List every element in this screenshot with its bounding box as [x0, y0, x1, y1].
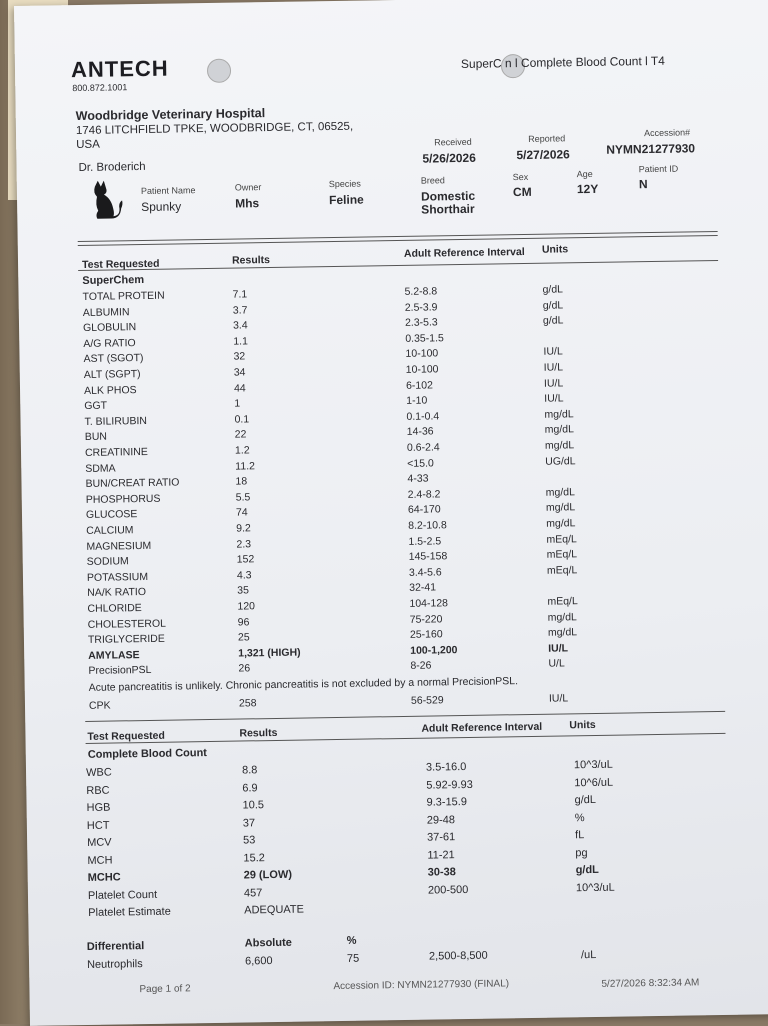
reference-interval: 56-529	[410, 694, 444, 707]
test-unit: UG/dL	[545, 454, 576, 468]
reference-interval: 8.2-10.8	[408, 519, 447, 532]
footer-timestamp: 5/27/2026 8:32:34 AM	[601, 977, 700, 990]
reference-interval: 4-33	[407, 472, 429, 486]
test-unit: IU/L	[548, 642, 569, 655]
reference-interval: 5.2-8.8	[404, 285, 438, 298]
test-name: HCT	[86, 819, 110, 832]
reference-interval: 200-500	[427, 883, 469, 897]
test-result: 35	[237, 584, 249, 597]
owner-label: Owner	[234, 182, 262, 193]
test-name: ALK PHOS	[83, 383, 137, 397]
test-result: 152	[236, 553, 255, 566]
reference-interval: 2.5-3.9	[404, 300, 438, 314]
reference-interval: 1-10	[406, 394, 428, 408]
page-number: Page 1 of 2	[139, 983, 191, 996]
species-value: Feline	[328, 192, 364, 208]
reference-interval: 2.4-8.2	[407, 488, 441, 501]
breed-line1: Domestic	[420, 188, 476, 204]
test-name: T. BILIRUBIN	[84, 414, 148, 428]
reference-interval: 145-158	[408, 550, 448, 564]
reference-interval: 0.6-2.4	[406, 441, 440, 454]
reference-interval: 32-41	[409, 581, 437, 595]
test-result: 8.8	[241, 764, 258, 777]
test-result: 3.4	[232, 319, 248, 332]
percent-label: %	[346, 934, 357, 947]
test-result: 22	[234, 428, 247, 441]
col-header-results: Results	[231, 254, 271, 267]
test-result: 74	[235, 506, 248, 519]
cbc-title: Complete Blood Count	[87, 747, 208, 761]
test-result: 5.5	[235, 491, 251, 504]
reported-date: 5/27/2026	[516, 147, 570, 163]
test-unit: fL	[575, 829, 585, 842]
reference-interval: 29-48	[426, 813, 456, 827]
test-result: 3.7	[232, 303, 248, 317]
test-name: ALT (SGPT)	[83, 368, 141, 381]
test-name: CHLORIDE	[87, 602, 142, 615]
reference-interval: 10-100	[405, 363, 439, 376]
test-name: WBC	[85, 766, 112, 779]
table-row	[89, 691, 649, 715]
reference-interval: 2.3-5.3	[404, 316, 438, 330]
test-unit: mg/dL	[547, 610, 577, 624]
breed-label: Breed	[420, 175, 445, 186]
punch-hole	[207, 59, 231, 83]
lab-report-sheet	[14, 0, 768, 1026]
col-header-test: Test Requested	[81, 257, 160, 271]
breed-line2: Shorthair	[421, 201, 475, 217]
test-unit: mg/dL	[545, 501, 576, 515]
reference-interval: 25-160	[409, 628, 443, 642]
test-name: GLUCOSE	[85, 508, 138, 522]
test-unit: IU/L	[543, 377, 564, 390]
test-result: 34	[233, 366, 246, 379]
test-unit: 10^6/uL	[574, 776, 614, 789]
accession-label: Accession#	[643, 127, 691, 139]
reference-interval: 100-1,200	[410, 643, 458, 657]
test-unit: U/L	[548, 657, 565, 671]
test-result: 6.9	[242, 781, 258, 795]
reference-interval: 10-100	[405, 347, 439, 361]
test-result: 26	[238, 662, 251, 675]
owner-name: Mhs	[235, 196, 260, 211]
test-result: 29 (LOW)	[243, 868, 293, 882]
divider	[86, 733, 726, 744]
age-value: 12Y	[576, 181, 599, 197]
test-unit: g/dL	[574, 793, 597, 807]
hospital-country: USA	[76, 138, 100, 152]
absolute-label: Absolute	[244, 936, 292, 950]
test-name: CPK	[88, 699, 111, 712]
reference-interval: 1.5-2.5	[408, 534, 442, 548]
reference-interval: 75-220	[409, 612, 443, 626]
test-result: 258	[238, 697, 257, 710]
test-unit: mg/dL	[546, 517, 576, 530]
test-name: TOTAL PROTEIN	[82, 289, 165, 303]
received-label: Received	[434, 136, 472, 148]
test-result: 1.1	[233, 335, 248, 348]
reference-interval: 6-102	[405, 379, 433, 392]
reference-interval: 5.92-9.93	[426, 778, 473, 792]
test-name: MAGNESIUM	[86, 539, 152, 553]
test-name: PrecisionPSL	[88, 664, 152, 678]
reference-interval: 8-26	[410, 659, 432, 673]
sex-value: CM	[512, 184, 532, 200]
test-result: 53	[243, 834, 256, 847]
pancreatitis-note: Acute pancreatitis is unlikely. Chronic pancreatitis is not excluded by a normal PrecisionPSL.	[88, 675, 519, 694]
test-unit: mg/dL	[544, 423, 575, 437]
col-header-ref: Adult Reference Interval	[403, 246, 525, 260]
test-result: 10.5	[242, 799, 265, 812]
test-name: CALCIUM	[86, 524, 134, 537]
test-result: 4.3	[236, 569, 252, 582]
test-result: 457	[243, 886, 263, 899]
reference-interval: 0.35-1.5	[405, 332, 444, 345]
reference-interval: 3.4-5.6	[408, 566, 442, 579]
test-name: GGT	[84, 399, 108, 413]
reference-interval: 11-21	[427, 848, 455, 862]
test-result: 7.1	[232, 288, 248, 301]
test-name: BUN	[84, 430, 108, 444]
test-unit: IU/L	[548, 692, 569, 705]
patient-id-value: N	[638, 177, 648, 192]
reference-interval: 9.3-15.9	[426, 795, 468, 809]
test-result: 18	[235, 475, 248, 488]
patient-name: Spunky	[141, 199, 182, 215]
neutrophils-unit: /uL	[580, 948, 597, 962]
col-header-units: Units	[541, 243, 569, 256]
hospital-address: 1746 LITCHFIELD TPKE, WOODBRIDGE, CT, 06525,	[75, 120, 354, 138]
test-unit: mEq/L	[546, 564, 578, 577]
test-name: CHOLESTEROL	[87, 617, 166, 631]
test-result: 32	[233, 350, 246, 363]
test-unit: g/dL	[575, 863, 599, 877]
neutrophils-absolute: 6,600	[244, 955, 273, 968]
test-result: 1.2	[234, 444, 250, 457]
test-unit: 10^3/uL	[575, 881, 615, 894]
species-label: Species	[328, 178, 361, 190]
received-date: 5/26/2026	[422, 150, 476, 166]
reference-interval: 64-170	[407, 503, 441, 517]
neutrophils-label: Neutrophils	[86, 958, 143, 971]
footer-accession: Accession ID: NYMN21277930 (FINAL)	[333, 978, 510, 993]
col-header-test: Test Requested	[87, 729, 165, 743]
test-unit: g/dL	[542, 299, 564, 312]
test-name: ALBUMIN	[82, 305, 130, 319]
reference-interval: 37-61	[427, 831, 456, 844]
test-name: AMYLASE	[88, 648, 140, 662]
hospital-name: Woodbridge Veterinary Hospital	[75, 106, 266, 124]
test-name: MCH	[87, 854, 113, 867]
test-result: 25	[237, 631, 250, 644]
test-name: SDMA	[85, 462, 116, 475]
test-result: ADEQUATE	[244, 903, 305, 917]
test-result: 0.1	[234, 413, 250, 426]
sex-label: Sex	[512, 171, 529, 183]
test-unit: mg/dL	[545, 486, 575, 499]
test-unit: IU/L	[543, 345, 563, 359]
test-name: HGB	[86, 801, 111, 814]
test-name: NA/K RATIO	[87, 586, 147, 600]
test-name: GLOBULIN	[82, 321, 137, 335]
superchem-title: SuperChem	[82, 273, 145, 287]
test-name: POTASSIUM	[86, 570, 149, 584]
patient-name-label: Patient Name	[140, 185, 196, 197]
test-result: 96	[237, 615, 250, 629]
col-header-ref: Adult Reference Interval	[421, 720, 543, 735]
test-unit: %	[574, 811, 585, 824]
test-result: 11.2	[235, 459, 256, 473]
lab-phone: 800.872.1001	[72, 82, 128, 94]
test-name: MCV	[87, 836, 112, 849]
reported-label: Reported	[528, 133, 566, 144]
reference-interval: 104-128	[409, 597, 449, 610]
test-unit: mg/dL	[544, 408, 574, 421]
test-result: 37	[242, 816, 256, 830]
col-header-results: Results	[239, 726, 278, 740]
test-result: 1,321 (HIGH)	[238, 646, 301, 660]
test-unit: g/dL	[542, 314, 564, 327]
neutrophils-ref: 2,500-8,500	[428, 949, 488, 963]
reference-interval: 3.5-16.0	[425, 760, 467, 774]
test-name: A/G RATIO	[83, 336, 136, 350]
reference-interval: <15.0	[407, 457, 434, 470]
test-name: TRIGLYCERIDE	[87, 632, 165, 647]
test-unit: IU/L	[544, 392, 564, 405]
test-unit: mg/dL	[547, 626, 578, 639]
doctor-name: Dr. Broderich	[78, 160, 146, 175]
test-result: 2.3	[236, 537, 252, 551]
test-unit: 10^3/uL	[573, 758, 613, 772]
age-label: Age	[576, 168, 593, 180]
test-unit: mEq/L	[546, 532, 577, 546]
test-unit: pg	[575, 846, 588, 859]
test-name: CREATININE	[84, 445, 148, 459]
differential-title: Differential	[86, 940, 145, 953]
test-name: BUN/CREAT RATIO	[85, 476, 180, 491]
reference-interval: 14-36	[406, 425, 434, 439]
test-unit: mEq/L	[546, 548, 578, 561]
test-name: PHOSPHORUS	[85, 492, 161, 506]
test-unit: g/dL	[542, 283, 564, 296]
cat-icon	[89, 180, 124, 221]
test-result: 1	[234, 397, 241, 410]
accession-number: NYMN21277930	[606, 141, 696, 157]
neutrophils-percent: 75	[346, 952, 360, 965]
test-name: Platelet Estimate	[88, 905, 171, 919]
test-name: MCHC	[87, 871, 121, 884]
test-unit: IU/L	[543, 361, 564, 374]
test-name: SODIUM	[86, 555, 129, 569]
test-name: AST (SGOT)	[83, 352, 144, 366]
test-name: RBC	[86, 784, 110, 797]
test-result: 15.2	[243, 851, 265, 865]
reference-interval: 0.1-0.4	[406, 410, 440, 423]
test-result: 9.2	[236, 522, 251, 535]
divider	[78, 257, 718, 271]
col-header-units: Units	[569, 718, 596, 732]
antech-logo: ANTECH	[70, 55, 169, 83]
test-result: 44	[233, 382, 246, 395]
panel-title: SuperC n l Complete Blood Count l T4	[460, 53, 665, 71]
test-result: 120	[237, 600, 256, 613]
test-unit: mEq/L	[547, 595, 578, 608]
patient-id-label: Patient ID	[638, 163, 679, 175]
reference-interval: 30-38	[427, 866, 456, 879]
test-name: Platelet Count	[87, 888, 158, 902]
test-unit: mg/dL	[544, 439, 575, 452]
